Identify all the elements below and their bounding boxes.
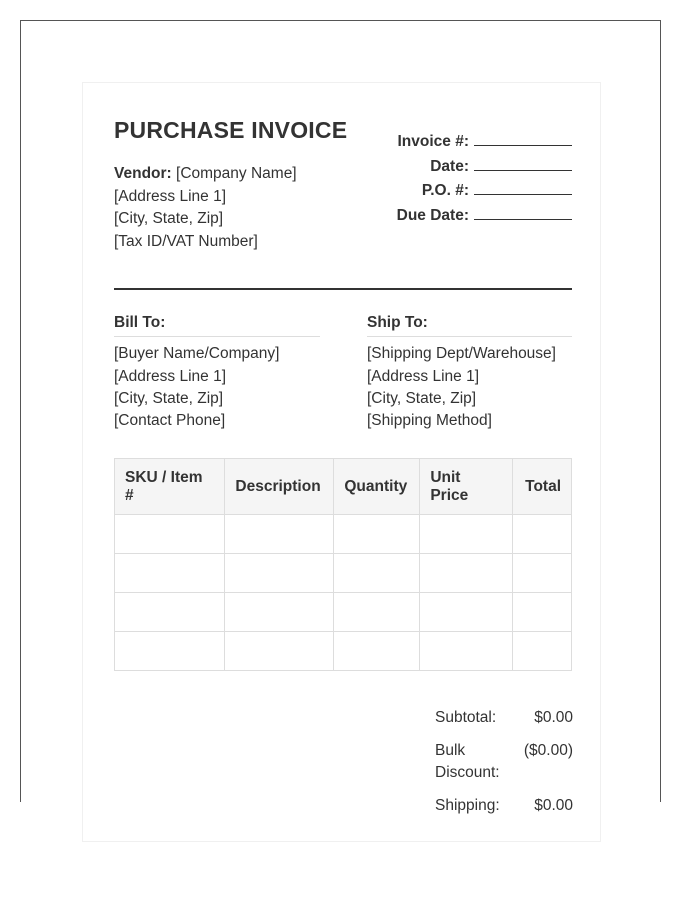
table-row [115, 632, 572, 671]
column-header-description: Description [225, 459, 334, 515]
invoice-number-label: Invoice #: [397, 133, 469, 150]
table-cell[interactable] [512, 554, 571, 593]
ship-to-line: [Address Line 1] [367, 367, 480, 385]
table-cell[interactable] [334, 632, 420, 671]
column-header-sku: SKU / Item # [115, 459, 225, 515]
invoice-sheet [82, 82, 601, 842]
column-header-unit-price: Unit Price [420, 459, 513, 515]
totals-block [435, 707, 573, 827]
document-frame [20, 20, 661, 814]
vendor-label: Vendor: [114, 165, 172, 182]
po-label: P.O. #: [421, 182, 469, 199]
invoice-number-blank[interactable] [474, 129, 572, 146]
ship-to-heading: Ship To: [367, 312, 572, 337]
table-cell[interactable] [420, 593, 513, 632]
ship-to-line: [City, State, Zip] [367, 389, 477, 407]
table-row [115, 593, 572, 632]
due-date-blank[interactable] [474, 203, 572, 220]
due-date-label: Due Date: [396, 206, 469, 224]
meta-date-row [397, 154, 572, 179]
subtotal-row [435, 707, 573, 730]
date-label: Date: [430, 157, 469, 175]
table-cell[interactable] [512, 593, 571, 632]
invoice-meta [397, 129, 572, 227]
ship-to-line: [Shipping Method] [367, 412, 492, 430]
table-row [115, 515, 572, 554]
bill-to-block [114, 312, 320, 432]
vendor-tax-id: [Tax ID/VAT Number] [114, 232, 258, 250]
table-cell[interactable] [420, 554, 513, 593]
column-header-quantity: Quantity [334, 459, 420, 515]
subtotal-label: Subtotal: [435, 709, 497, 726]
bill-to-line: [Buyer Name/Company] [114, 345, 280, 363]
vendor-city-state-zip: [City, State, Zip] [114, 210, 224, 227]
vendor-name-line [114, 163, 297, 186]
date-blank[interactable] [474, 154, 572, 171]
meta-po-row [397, 178, 572, 203]
bill-to-heading: Bill To: [114, 312, 320, 337]
invoice-title: PURCHASE INVOICE [114, 117, 348, 143]
table-cell[interactable] [334, 554, 420, 593]
ship-to-line: [Shipping Dept/Warehouse] [367, 345, 556, 363]
table-cell[interactable] [115, 593, 225, 632]
column-header-total: Total [512, 459, 571, 515]
table-cell[interactable] [225, 554, 334, 593]
table-cell[interactable] [512, 632, 571, 671]
table-cell[interactable] [225, 515, 334, 554]
subtotal-value: $0.00 [534, 709, 573, 726]
table-cell[interactable] [115, 554, 225, 593]
vendor-block [114, 163, 297, 253]
table-cell[interactable] [420, 515, 513, 554]
table-cell[interactable] [115, 632, 225, 671]
shipping-value: $0.00 [534, 796, 573, 814]
meta-invoice-number-row [397, 129, 572, 154]
bill-to-line: [Contact Phone] [114, 412, 226, 430]
bulk-discount-row [435, 740, 573, 785]
bulk-discount-value: ($0.00) [523, 741, 573, 759]
bill-to-line: [City, State, Zip] [114, 389, 224, 407]
bulk-discount-label: Bulk Discount: [435, 741, 500, 781]
table-cell[interactable] [115, 515, 225, 554]
shipping-label: Shipping: [435, 796, 500, 814]
header-divider [114, 288, 572, 290]
bill-to-line: [Address Line 1] [114, 367, 227, 385]
ship-to-block [367, 312, 572, 432]
shipping-row [435, 795, 573, 818]
po-blank[interactable] [474, 178, 572, 195]
meta-due-date-row [397, 203, 572, 228]
table-row [115, 554, 572, 593]
table-cell[interactable] [225, 593, 334, 632]
vendor-address-line1: [Address Line 1] [114, 187, 227, 205]
line-items-table [114, 458, 572, 671]
table-header-row [115, 459, 572, 515]
table-cell[interactable] [334, 593, 420, 632]
table-cell[interactable] [512, 515, 571, 554]
table-cell[interactable] [334, 515, 420, 554]
table-cell[interactable] [420, 632, 513, 671]
vendor-company: [Company Name] [176, 165, 297, 182]
table-cell[interactable] [225, 632, 334, 671]
